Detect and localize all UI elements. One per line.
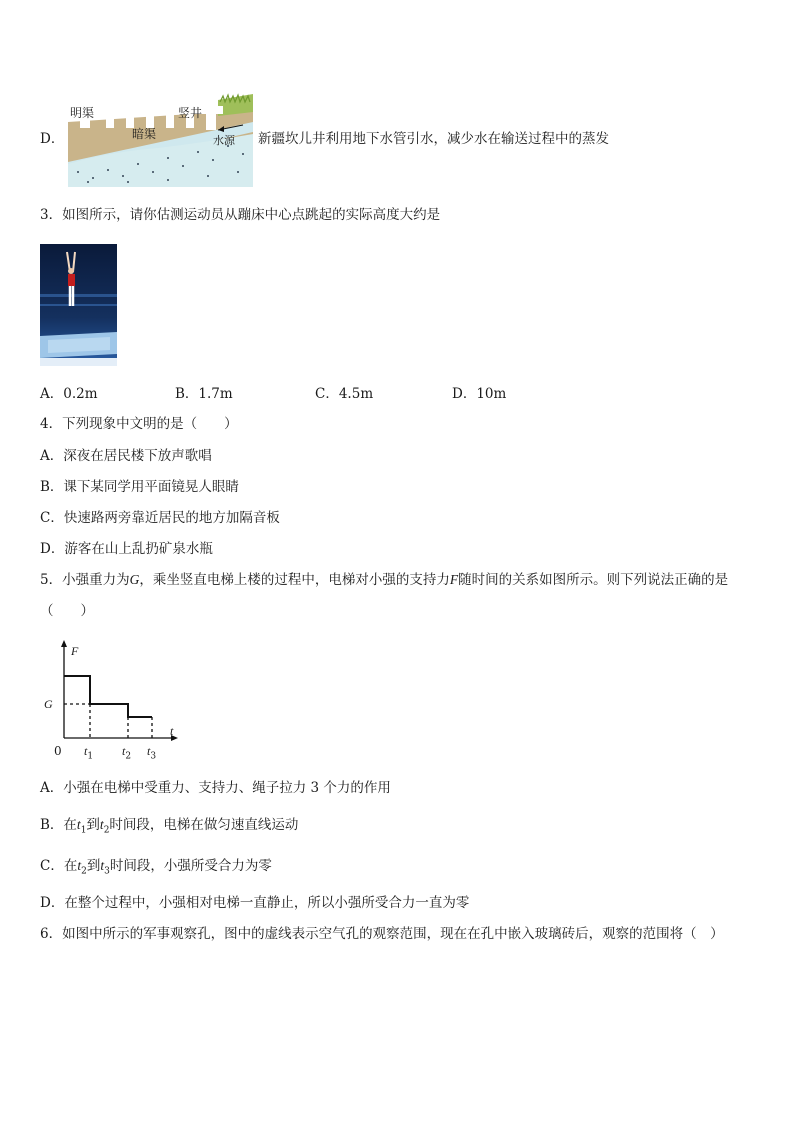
q5-option-c-mid: 到 [86,858,101,874]
q3-option-c-text: 4.5m [338,386,374,402]
y-axis-arrow [61,640,67,647]
graph-g-text: G [44,697,53,711]
q5-option-b-pre: B．在 [40,817,77,833]
label-open-canal: 明渠 [70,106,95,120]
graph-g-label [44,695,53,713]
graph-t2-label [122,742,131,765]
q5-stem-mid: ，乘坐竖直电梯上楼的过程中，电梯对小强的支持力 [139,572,450,588]
q5-option-c-t3-sub: 3 [104,866,110,877]
graph-t3-t: t [147,744,151,758]
graph-x-label: t [170,724,174,738]
q5-option-b-t2: t [99,817,104,832]
q5-option-c-t2: t [77,858,82,873]
q5-option-d[interactable]: D．在整个过程中，小强相对电梯一直静止，所以小强所受合力一直为零 [40,895,470,911]
q5-stem-post: 随时间的关系如图所示。则下列说法正确的是 [458,572,729,588]
trampoline-photo [40,244,117,366]
q3-option-b-label: B． [175,386,199,402]
q5-option-a[interactable]: A．小强在电梯中受重力、支持力、绳子拉力 3 个力的作用 [40,780,391,796]
graph-t3-sub: 3 [150,751,157,762]
q5-stem [40,571,728,589]
force-curve [64,676,152,717]
q5-option-b-mid: 到 [86,817,100,833]
q5-option-c-post: 时间段，小强所受合力为零 [109,858,272,874]
q3-option-a[interactable] [40,385,98,403]
q5-option-c-t3: t [100,858,105,873]
q4-option-c[interactable]: C．快速路两旁靠近居民的地方加隔音板 [40,510,280,526]
graph-t3-label [147,742,156,765]
q5-option-b-t1: t [76,817,81,832]
q5-stem-g: G [129,572,140,587]
q5-option-b-t2-sub: 2 [103,825,110,836]
q5-option-b-t1-sub: 1 [80,825,87,836]
label-shaft: 竖井 [178,106,203,120]
q5-stem-pre: 5．小强重力为 [40,572,130,588]
q5-stem-line2: （ ） [40,603,94,619]
q5-option-b-post: 时间段，电梯在做匀速直线运动 [109,817,299,833]
q4-option-a[interactable]: A．深夜在居民楼下放声歌唱 [40,448,212,464]
q2-option-d-label: D． [40,131,65,147]
q4-stem: 4．下列现象中文明的是（ ） [40,416,238,432]
q3-stem: 3．如图所示，请你估测运动员从蹦床中心点跳起的实际高度大约是 [40,207,441,223]
karez-figure [68,92,253,187]
q3-option-b-text: 1.7m [198,386,233,402]
q4-option-d[interactable]: D．游客在山上乱扔矿泉水瓶 [40,541,213,557]
q4-option-b[interactable]: B．课下某同学用平面镜晃人眼睛 [40,479,239,495]
graph-t2-sub: 2 [125,751,132,762]
q5-option-c[interactable] [40,857,272,881]
label-hidden-canal: 暗渠 [132,127,157,141]
q3-option-b[interactable] [175,385,233,403]
q6-stem: 6．如图中所示的军事观察孔，图中的虚线表示空气孔的观察范围，现在在孔中嵌入玻璃砖后，观察的范围将（ ） [40,926,724,942]
q5-stem-f: F [449,572,459,587]
q3-option-d[interactable] [452,385,506,403]
trampoline-athlete-image [40,244,117,366]
q3-option-c[interactable] [315,385,373,403]
q3-option-a-label: A． [40,386,64,402]
q3-option-d-label: D． [452,386,477,402]
graph-t1-t: t [84,744,88,758]
graph-y-label: F [71,644,79,658]
q3-option-d-text: 10m [476,386,507,402]
q3-option-a-text: 0.2m [63,386,98,402]
q5-option-b[interactable] [40,816,298,840]
graph-t2-t: t [122,744,126,758]
q2-option-d-text: 新疆坎儿井利用地下水管引水，减少水在输送过程中的蒸发 [258,131,609,147]
q5-option-c-t2-sub: 2 [81,866,87,877]
q5-option-c-pre: C．在 [40,858,78,874]
graph-t1-sub: 1 [87,751,94,762]
q3-option-c-label: C． [315,386,339,402]
force-time-graph [40,638,180,762]
graph-origin-label: 0 [54,744,62,758]
graph-t1-label [84,742,93,765]
label-water-source: 水源 [213,134,235,147]
